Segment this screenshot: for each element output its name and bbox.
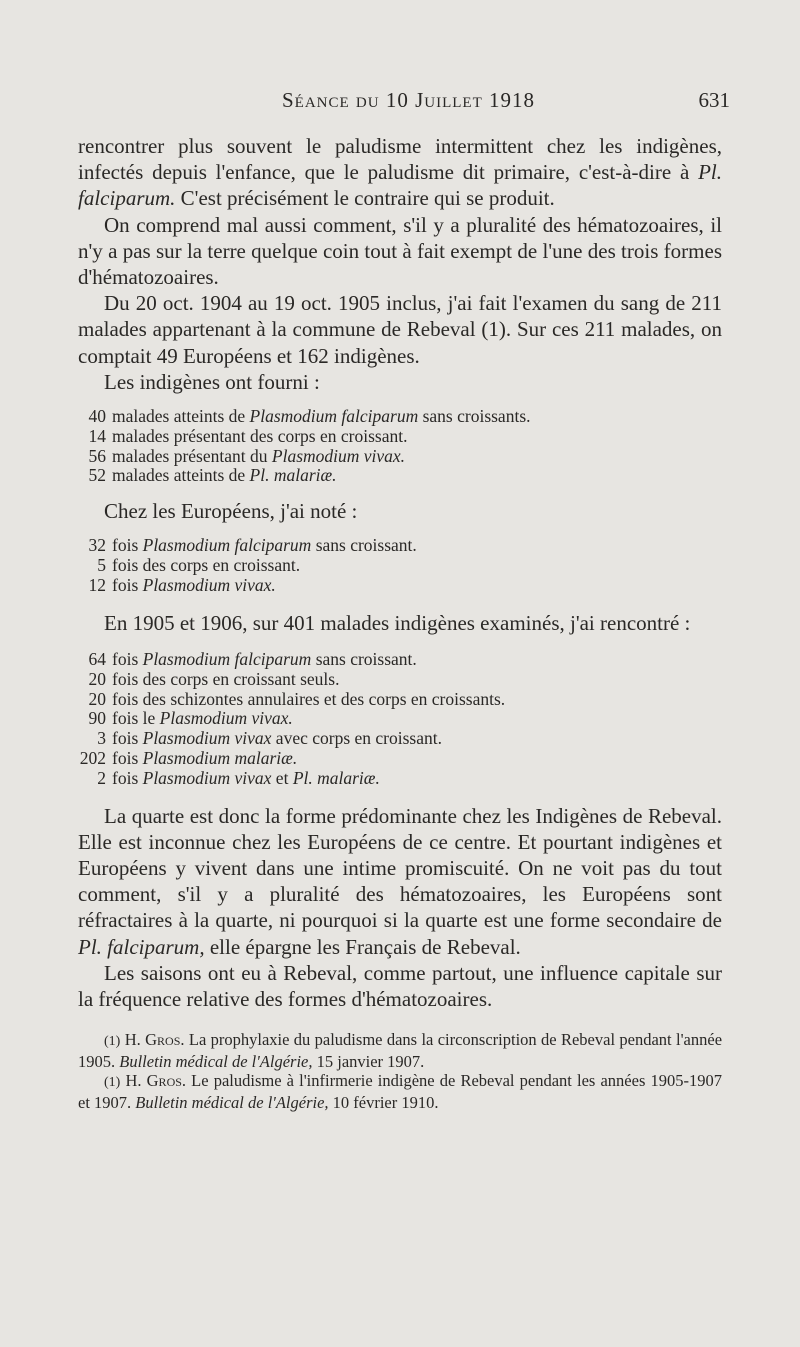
list-item: 20 fois des schizontes annulaires et des corps en croissants. [88,688,506,709]
footnote: (1) H. Gros. Le paludisme à l'infirmerie indigène de Rebeval pendant les années 1905-1907 et 1907. Bulletin médical de l'Algérie, 10 février 1910. [78,1071,722,1112]
list-item: 5 fois des corps en croissant. [97,555,301,576]
paragraph-indigenes-intro: Les indigènes ont fourni : [104,369,320,394]
running-title: Séance du 10 Juillet 1918 [282,88,535,112]
paragraph-examen: Du 20 oct. 1904 au 19 oct. 1905 inclus, j'ai fait l'examen du sang de 211 malades appartenant à la commune de Rebeval (1). Sur ces 211 malades, on comptait 49 Européens et 162 indigènes. [78,291,722,368]
paragraph-saisons: Les saisons ont eu à Rebeval, comme partout, une influence capitale sur la fréquence relative des formes d'hématozoaires. [78,960,722,1012]
list-item: 40 malades atteints de Plasmodium falciparum sans croissants. [88,406,531,427]
paragraph-europeens-intro: Chez les Européens, j'ai noté : [104,499,358,524]
paragraph-pluralite: On comprend mal aussi comment, s'il y a pluralité des hématozoaires, il n'y a pas sur la terre quelque coin tout à fait exempt de l'une des trois formes d'hématozoaires. [78,212,722,290]
list-indigenes [78,407,722,486]
page-number: 631 [698,88,730,112]
list-item: 90 fois le Plasmodium vivax. [88,708,293,729]
list-1905-1906 [78,650,722,789]
list-item: 2 fois Plasmodium vivax et Pl. malariæ. [97,767,380,788]
running-header [282,88,730,118]
list-item: 3 fois Plasmodium vivax avec corps en croissant. [97,728,442,749]
list-item: 64 fois Plasmodium falciparum sans croissant. [88,649,417,670]
body-text [78,133,722,1112]
list-item: 56 malades présentant du Plasmodium vivax. [88,445,406,466]
list-item: 12 fois Plasmodium vivax. [88,575,276,596]
paragraph-continuation: rencontrer plus souvent le paludisme intermittent chez les indigènes, infectés depuis l'enfance, que le paludisme dit primaire, c'est-à-dire à Pl. falciparum. C'est précisément le contraire qui se produit. [78,134,722,211]
list-europeens [78,536,722,595]
list-item: 14 malades présentant des corps en croissant. [88,425,408,446]
footnotes [78,1030,722,1112]
list-item: 202 fois Plasmodium malariæ. [79,748,298,768]
paragraph-quarte: La quarte est donc la forme prédominante chez les Indigènes de Rebeval. Elle est inconnue chez les Européens de ce centre. Et pourtant indigènes et Européens y vivent dans une intime promiscuité. On ne voit pas du tout comment, s'il y a pluralité des hématozoaires, les Européens sont réfractaires à la quarte, ni pourquoi si la quarte est une forme secondaire de Pl. falciparum, elle épargne les Français de Rebeval. [78,803,722,959]
paragraph-1905-1906: En 1905 et 1906, sur 401 malades indigènes examinés, j'ai rencontré : [104,610,691,635]
list-item: 32 fois Plasmodium falciparum sans croissant. [88,535,417,556]
list-item: 20 fois des corps en croissant seuls. [88,668,340,689]
footnote: (1) H. Gros. La prophylaxie du paludisme dans la circonscription de Rebeval pendant l'année 1905. Bulletin médical de l'Algérie, 15 janvier 1907. [78,1030,723,1071]
list-item: 52 malades atteints de Pl. malariæ. [88,465,337,486]
